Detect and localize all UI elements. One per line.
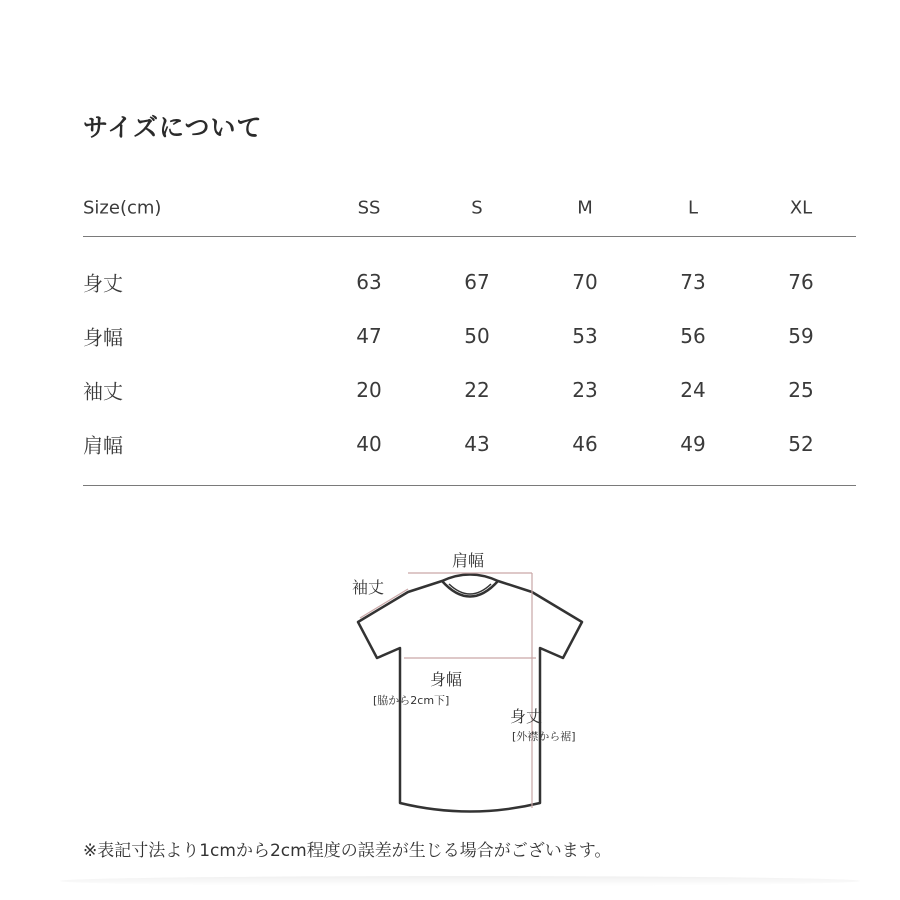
row-label: 肩幅 xyxy=(83,433,123,458)
row-label: 袖丈 xyxy=(83,379,123,404)
table-cell: 23 xyxy=(572,378,598,402)
header-label: Size(cm) xyxy=(83,197,162,219)
table-row xyxy=(83,363,856,417)
size-table xyxy=(83,180,856,486)
table-cell: 67 xyxy=(464,270,490,294)
size-header-m: M xyxy=(577,197,593,219)
table-cell: 25 xyxy=(788,378,814,402)
size-header-xl: XL xyxy=(789,197,813,219)
size-header-ss: SS xyxy=(357,197,381,219)
table-divider-bottom xyxy=(83,485,856,486)
table-cell: 73 xyxy=(680,270,706,294)
size-header-l: L xyxy=(687,197,699,219)
table-cell: 50 xyxy=(464,324,490,348)
page-bottom-shadow xyxy=(60,876,860,886)
table-cell: 20 xyxy=(356,378,382,402)
table-cell: 22 xyxy=(464,378,490,402)
label-body-width: 身幅 xyxy=(430,670,463,689)
size-header-s: S xyxy=(471,197,483,219)
label-shoulder-width: 肩幅 xyxy=(452,551,485,570)
page-title: サイズについて xyxy=(83,113,263,142)
row-label: 身幅 xyxy=(83,325,123,350)
table-cell: 49 xyxy=(680,432,706,456)
label-body-width-note: [脇から2cm下] xyxy=(373,694,450,707)
size-disclaimer-note: ※表記寸法より1cmから2cm程度の誤差が生じる場合がございます。 xyxy=(83,841,612,861)
table-cell: 52 xyxy=(788,432,814,456)
table-row xyxy=(83,255,856,309)
table-cell: 40 xyxy=(356,432,382,456)
tshirt-measurement-diagram xyxy=(320,540,620,830)
table-cell: 63 xyxy=(356,270,382,294)
label-sleeve-length: 袖丈 xyxy=(352,578,385,597)
row-label: 身丈 xyxy=(83,271,123,296)
table-row xyxy=(83,417,856,471)
table-cell: 24 xyxy=(680,378,706,402)
table-cell: 53 xyxy=(572,324,598,348)
table-cell: 76 xyxy=(788,270,814,294)
label-body-length: 身丈 xyxy=(510,707,543,726)
table-cell: 59 xyxy=(788,324,814,348)
table-cell: 46 xyxy=(572,432,598,456)
table-cell: 70 xyxy=(572,270,598,294)
table-row xyxy=(83,309,856,363)
table-cell: 56 xyxy=(680,324,706,348)
table-header-row xyxy=(83,180,856,236)
label-body-length-note: [外襟から裾] xyxy=(512,730,576,743)
table-divider-top xyxy=(83,236,856,237)
table-cell: 47 xyxy=(356,324,382,348)
table-cell: 43 xyxy=(464,432,490,456)
